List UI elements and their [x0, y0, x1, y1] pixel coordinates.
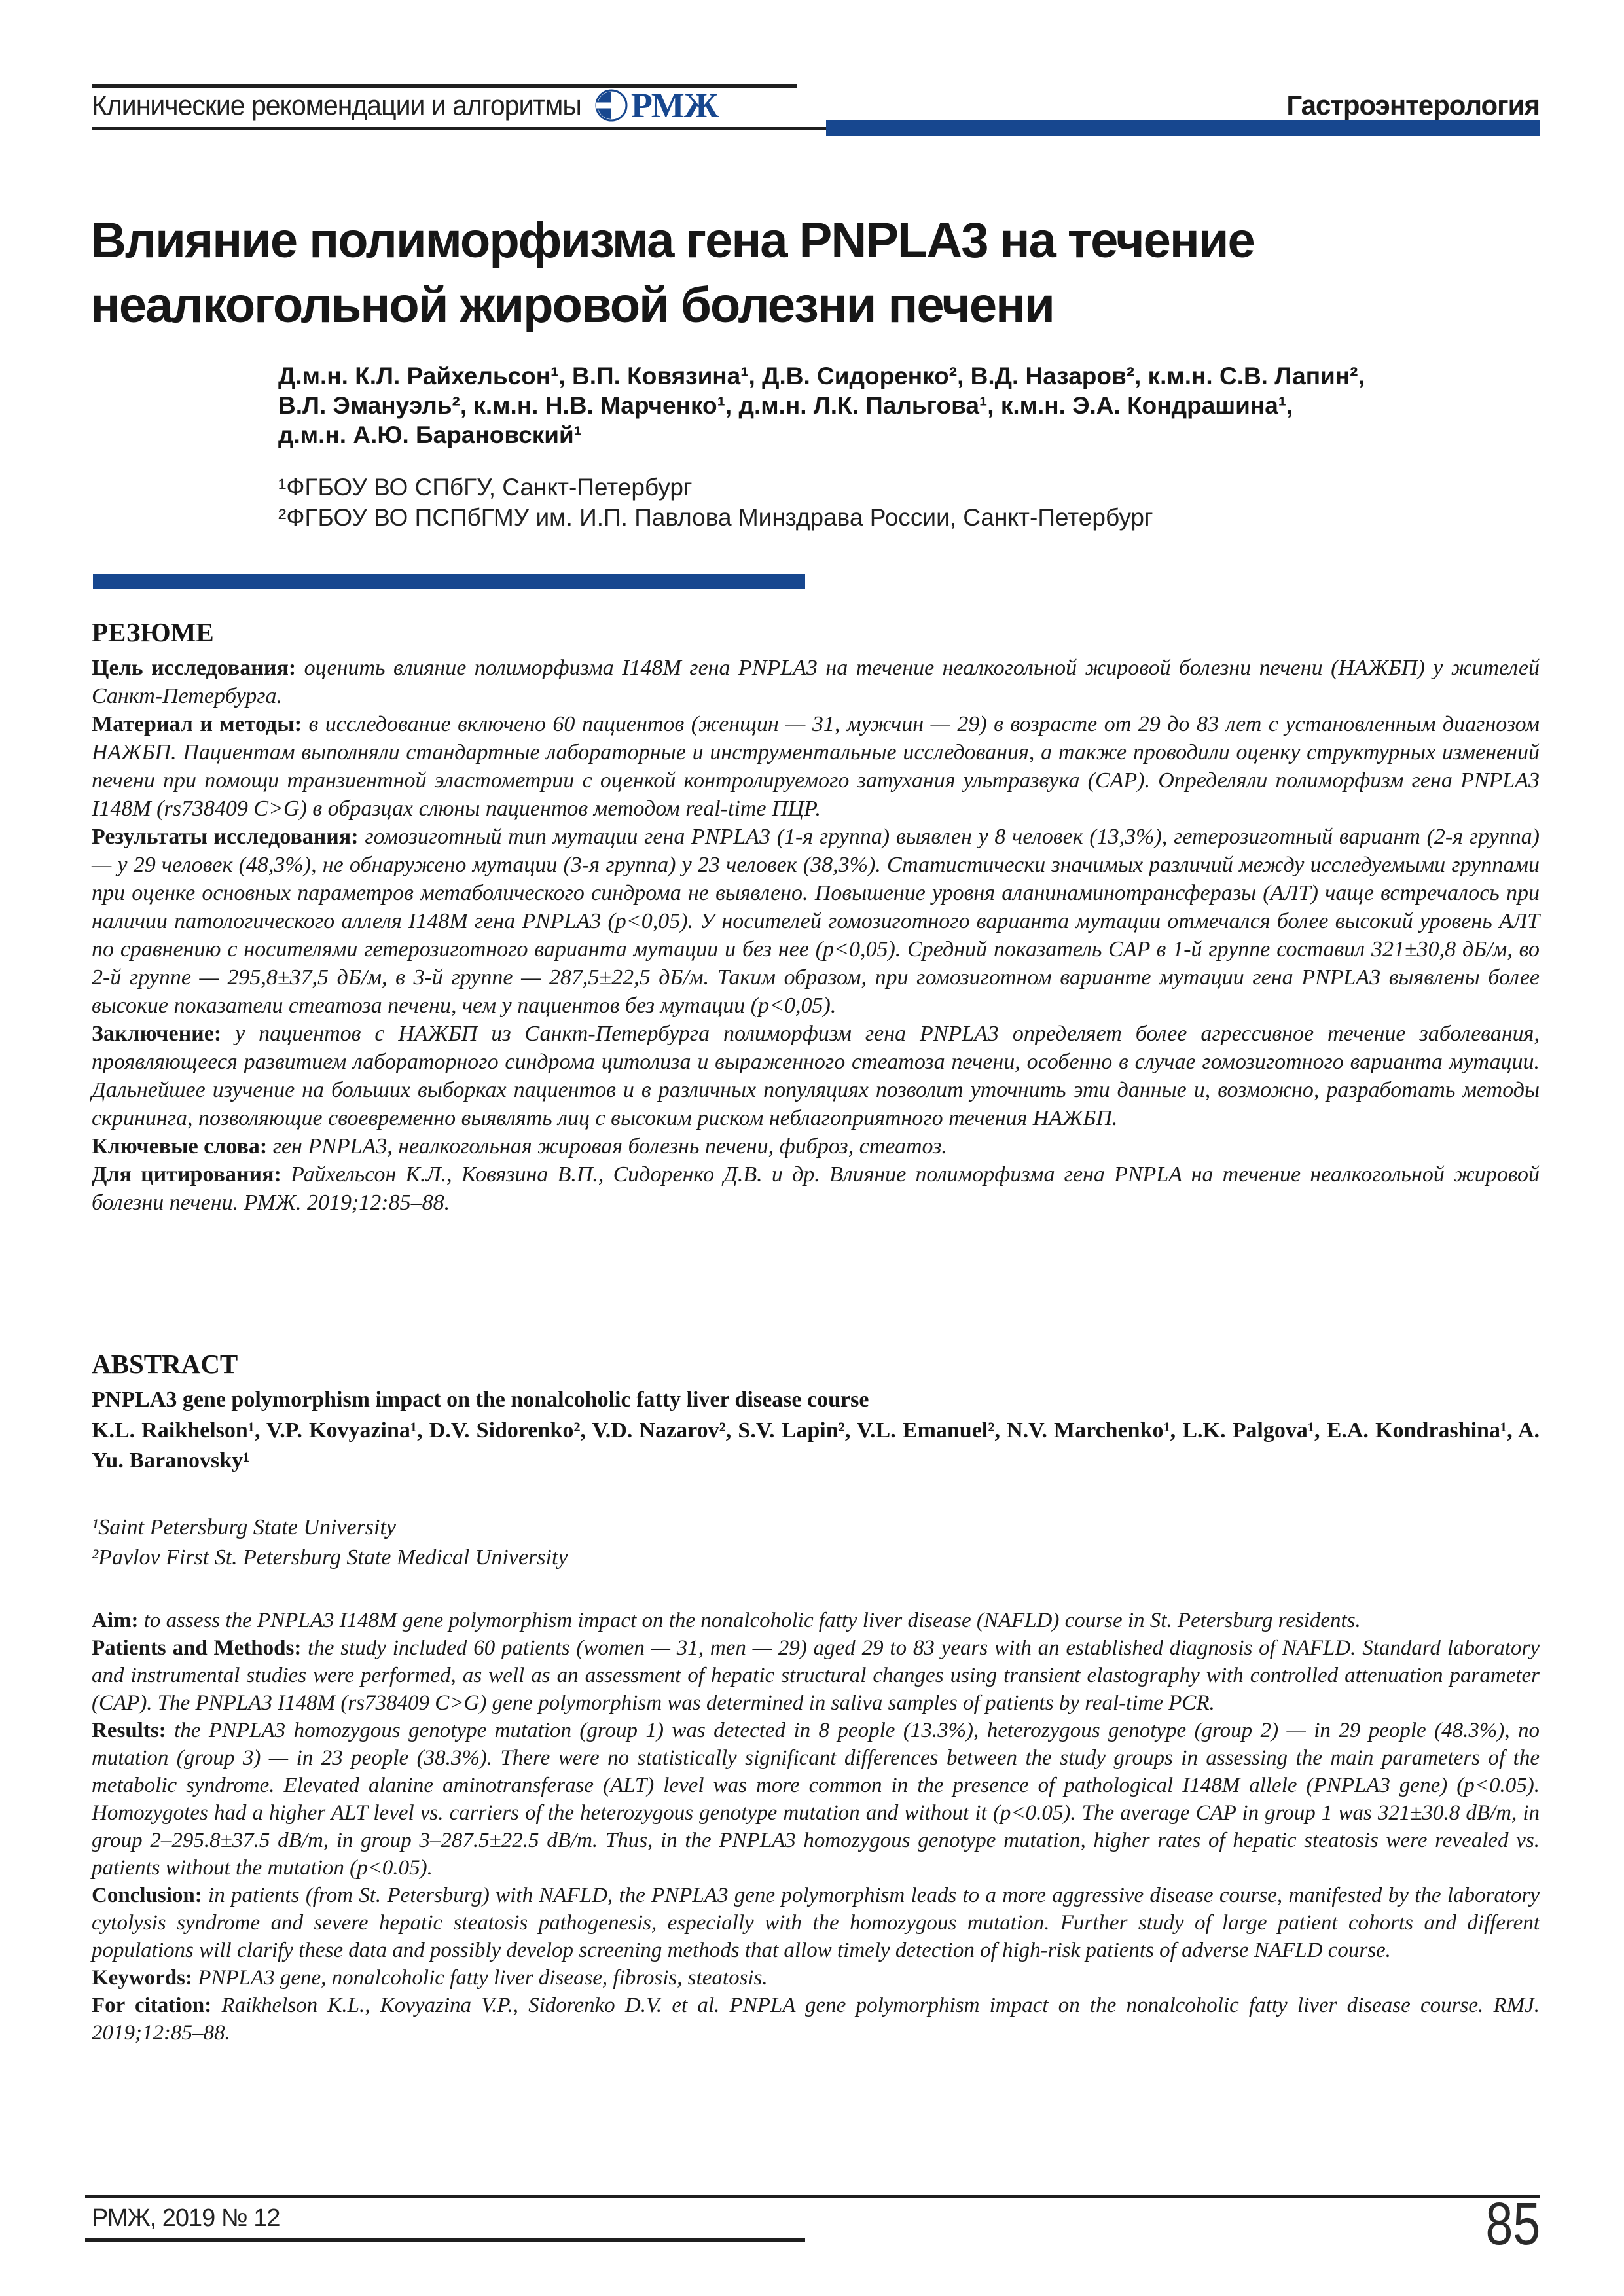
abstract-paragraph-conclusion: [92, 1882, 1540, 1964]
abstract-heading: ABSTRACT: [92, 1349, 238, 1379]
paragraph-text: PNPLA3 gene, nonalcoholic fatty liver disease, fibrosis, steatosis.: [198, 1966, 768, 1990]
abstract-authors: K.L. Raikhelson¹, V.P. Kovyazina¹, D.V. Sidorenko², V.D. Nazarov², S.V. Lapin², V.L. Emanuel², N.V. Marchenko¹, L.K. Palgova¹, E.A. Kondrashina¹, A. Yu. Baranovsky¹: [92, 1418, 1540, 1473]
footer-rule-half: [85, 2238, 805, 2242]
footer-issue-label: РМЖ, 2019 № 12: [92, 2204, 280, 2232]
author-line: Д.м.н. К.Л. Райхельсон¹, В.П. Ковязина¹, Д.В. Сидоренко², В.Д. Назаров², к.м.н. С.В. Лапин²,: [278, 363, 1365, 389]
author-line: В.Л. Эмануэль², к.м.н. Н.В. Марченко¹, д.м.н. Л.К. Пальгова¹, к.м.н. Э.А. Кондрашина¹,: [278, 392, 1293, 419]
abstract-title: PNPLA3 gene polymorphism impact on the nonalcoholic fatty liver disease course: [92, 1388, 869, 1412]
article-title-line2: неалкогольной жировой болезни печени: [90, 278, 1054, 333]
resume-heading: РЕЗЮМЕ: [92, 617, 214, 647]
resume-paragraph-keywords: [92, 1132, 1540, 1160]
resume-paragraph-results: [92, 823, 1540, 1020]
affiliations-list-ru: [278, 473, 1561, 533]
resume-paragraph-conclusion: [92, 1020, 1540, 1132]
affiliation-line: ¹Saint Petersburg State University: [92, 1515, 397, 1539]
paragraph-label: Keywords:: [92, 1966, 192, 1990]
paragraph-text: ген PNPLA3, неалкогольная жировая болезнь печени, фиброз, стеатоз.: [272, 1134, 947, 1158]
affiliation-line: ²ФГБОУ ВО ПСПбГМУ им. И.П. Павлова Минздрава России, Санкт-Петербург: [278, 504, 1153, 531]
resume-section: [92, 617, 1540, 1217]
abstract-paragraph-results: [92, 1717, 1540, 1882]
paragraph-text: оценить влияние полиморфизма I148M гена PNPLA3 на течение неалкогольной жировой болезни печени (НАЖБП) у жителей Санкт-Петербурга.: [92, 656, 1540, 708]
paragraph-label: Ключевые слова:: [92, 1134, 268, 1158]
paragraph-text: the PNPLA3 homozygous genotype mutation (group 1) was detected in 8 people (13.3%), heterozygous genotype (group 2) — in 29 people (48.3%), no mutation (group 3) — in 23 people (38.3%). There were no statistically significant differences between the study groups in assessing the main parameters of the metabolic syndrome. Elevated alanine aminotransferase (ALT) level was more common in the presence of pathological I148M allele (PNPLA3 gene) (p<0.05). Homozygotes had a higher ALT level vs. carriers of the heterozygous genotype mutation and without it (p<0.05). The average CAP in group 1 was 321±30.8 dB/m, in group 2–295.8±37.5 dB/m, in group 3–287.5±22.5 dB/m. Thus, in the PNPLA3 homozygous genotype mutation, higher rates of hepatic steatosis were revealed vs. patients without the mutation (p<0.05).: [92, 1719, 1540, 1880]
paragraph-text: у пациентов с НАЖБП из Санкт-Петербурга полиморфизм гена PNPLA3 определяет более агрессивное течение заболевания, проявляющееся развитием лабораторного синдрома цитолиза и выраженного стеатоза печени, особенно в случае гомозиготного варианта мутации. Дальнейшее изучение на больших выборках пациентов и в различных популяциях позволит уточнить эти данные и, возможно, разработать методы скрининга, позволяющие своевременно выявлять лиц с высоким риском неблагоприятного течения НАЖБП.: [92, 1022, 1540, 1130]
journal-logo-text: РМЖ: [630, 86, 719, 125]
header-left-group: [92, 88, 718, 123]
paragraph-label: Для цитирования:: [92, 1162, 281, 1187]
paragraph-label: Aim:: [92, 1609, 139, 1632]
affiliation-line: ¹ФГБОУ ВО СПбГУ, Санкт-Петербург: [278, 474, 693, 501]
paragraph-label: Заключение:: [92, 1022, 222, 1046]
resume-paragraph-citation: [92, 1160, 1540, 1217]
paragraph-label: Цель исследования:: [92, 656, 297, 680]
page-number: 85: [1485, 2191, 1540, 2257]
header-rule-bottom: [92, 127, 826, 130]
paragraph-label: Материал и методы:: [92, 712, 302, 736]
paragraph-text: гомозиготный тип мутации гена PNPLA3 (1-я группа) выявлен у 8 человек (13,3%), гетерозиготный вариант (2-я группа) — у 29 человек (48,3%), не обнаружено мутации (3-я группа) у 23 человек (38,3%). Статистически значимых различий между исследуемыми группами при оценке основных параметров метаболического синдрома не выявлено. Повышение уровня аланинаминотрансферазы (АЛТ) чаще встречалось при наличии патологического аллеля I148M гена PNPLA3 (p<0,05). У носителей гомозиготного варианта мутации отмечался более высокий уровень АЛТ по сравнению с носителями гетерозиготного варианта мутации и без нее (p<0,05). Средний показатель CAP в 1-й группе составил 321±30,8 дБ/м, во 2-й группе — 295,8±37,5 дБ/м, в 3-й группе — 287,5±22,5 дБ/м. Таким образом, при гомозиготном варианте мутации гена PNPLA3 выявлены более высокие показатели стеатоза печени, чем у пациентов без мутации (p<0,05).: [92, 825, 1540, 1018]
article-title: [90, 208, 1530, 338]
resume-paragraph-aim: [92, 654, 1540, 710]
paragraph-text: in patients (from St. Petersburg) with NAFLD, the PNPLA3 gene polymorphism leads to a more aggressive disease course, manifested by the laboratory cytolysis syndrome and severe hepatic steatosis pathogenesis, especially with the homozygous mutation. Further study of large patient cohorts and different populations will clarify these data and possibly develop screening methods that allow timely detection of high-risk patients of adverse NAFLD course.: [92, 1884, 1540, 1962]
abstract-paragraph-aim: [92, 1607, 1540, 1634]
abstract-section: [92, 1348, 1540, 2047]
paragraph-label: Results:: [92, 1719, 166, 1742]
authors-list-ru: [278, 361, 1561, 450]
abstract-paragraph-methods: [92, 1634, 1540, 1717]
page-header: [92, 86, 1540, 125]
affiliation-line: ²Pavlov First St. Petersburg State Medical University: [92, 1545, 568, 1570]
abstract-affiliations: [92, 1513, 1540, 1573]
article-title-line1: Влияние полиморфизма гена PNPLA3 на течение: [90, 213, 1254, 268]
paragraph-text: в исследование включено 60 пациентов (женщин — 31, мужчин — 29) в возрасте от 29 до 83 лет с установленным диагнозом НАЖБП. Пациентам выполняли стандартные лабораторные и инструментальные исследования, а также проводили оценку структурных изменений печени при помощи транзиентной эластометрии с оценкой контролируемого затухания ультразвука (CAP). Определяли полиморфизм гена PNPLA3 I148M (rs738409 C>G) в образцах слюны пациентов методом real-time ПЦР.: [92, 712, 1540, 821]
journal-logo: [594, 88, 718, 123]
footer-rule: [85, 2195, 1540, 2198]
header-accent-bar: [826, 120, 1540, 136]
paragraph-text: Райхельсон К.Л., Ковязина В.П., Сидоренко Д.В. и др. Влияние полиморфизма гена PNPLA на течение неалкогольной жировой болезни печени. РМЖ. 2019;12:85–88.: [92, 1162, 1540, 1215]
paragraph-label: Patients and Methods:: [92, 1636, 302, 1660]
resume-paragraph-methods: [92, 710, 1540, 823]
paragraph-text: Raikhelson K.L., Kovyazina V.P., Sidorenko D.V. et al. PNPLA gene polymorphism impact on the nonalcoholic fatty liver disease course. RMJ. 2019;12:85–88.: [92, 1994, 1540, 2045]
author-line: д.м.н. А.Ю. Барановский¹: [278, 422, 583, 448]
abstract-paragraph-keywords: [92, 1964, 1540, 1992]
paragraph-text: the study included 60 patients (women — 31, men — 29) aged 29 to 83 years with an established diagnosis of NAFLD. Standard laboratory and instrumental studies were performed, as well as an assessment of hepatic structural changes using transient elastography with controlled attenuation parameter (CAP). The PNPLA3 I148M (rs738409 C>G) gene polymorphism was determined in saliva samples of patients by real-time PCR.: [92, 1636, 1540, 1715]
journal-logo-icon: [594, 88, 628, 122]
header-section-title: Клинические рекомендации и алгоритмы: [92, 89, 581, 121]
paragraph-label: For citation:: [92, 1994, 212, 2017]
rubric-label: Гастроэнтерология: [1286, 90, 1540, 120]
paragraph-label: Conclusion:: [92, 1884, 202, 1907]
paragraph-text: to assess the PNPLA3 I148M gene polymorphism impact on the nonalcoholic fatty liver disease (NAFLD) course in St. Petersburg residents.: [143, 1609, 1361, 1632]
paragraph-label: Результаты исследования:: [92, 825, 359, 849]
abstract-paragraph-citation: [92, 1992, 1540, 2047]
section-divider-bar: [93, 574, 805, 589]
